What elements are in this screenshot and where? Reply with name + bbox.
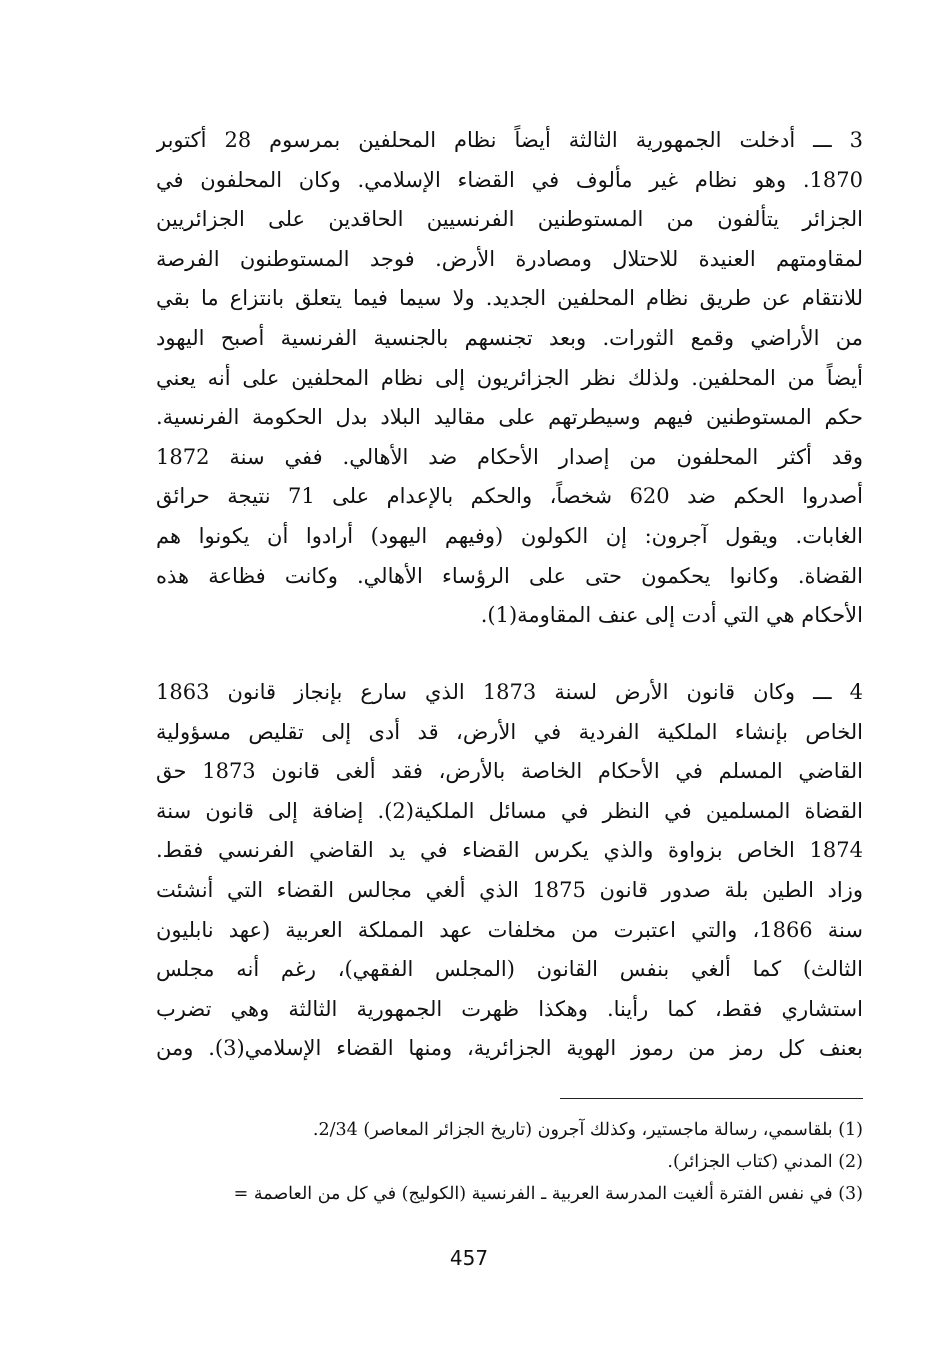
text-line: حكم المستوطنين فيهم وسيطرتهم على مقاليد البلاد بدل الحكومة الفرنسية. — [156, 405, 863, 430]
text-line: القضاة المسلمين في النظر في مسائل الملكية(2). إضافة إلى قانون سنة — [156, 798, 863, 823]
footnote-divider — [560, 1098, 863, 1099]
footnotes — [140, 1114, 863, 1210]
text-line: أصدروا الحكم ضد 620 شخصاً، والحكم بالإعدام على 71 نتيجة حرائق — [156, 484, 863, 509]
text-line: الخاص بإنشاء الملكية الفردية في الأرض، قد أدى إلى تقليص مسؤولية — [156, 719, 863, 744]
paragraph-3-jury-system — [156, 121, 863, 636]
text-line: بعنف كل رمز من رموز الهوية الجزائرية، ومنها القضاء الإسلامي(3). ومن — [156, 1036, 863, 1061]
text-line: من الأراضي وقمع الثورات. وبعد تجنسهم بالجنسية الفرنسية أصبح اليهود — [156, 325, 863, 350]
footnote-1: (1) بلقاسمي، رسالة ماجستير، وكذلك آجرون (تاريخ الجزائر المعاصر) 2/34. — [312, 1120, 863, 1140]
page-number: 457 — [449, 1246, 489, 1270]
footnote-3: (3) في نفس الفترة ألغيت المدرسة العربية ـ الفرنسية (الكوليج) في كل من العاصمة = — [233, 1184, 863, 1204]
text-line: 1874 الخاص بزواوة والذي يكرس القضاء في يد القاضي الفرنسي فقط. — [156, 838, 863, 863]
text-line: 4 ـــ وكان قانون الأرض لسنة 1873 الذي سارع بإنجاز قانون 1863 — [156, 680, 863, 704]
text-line: 3 ـــ أدخلت الجمهورية الثالثة أيضاً نظام المحلفين بمرسوم 28 أكتوبر — [156, 128, 863, 152]
text-line: 1870. وهو نظام غير مألوف في القضاء الإسلامي. وكان المحلفون في — [156, 167, 863, 192]
text-line: القاضي المسلم في الأحكام الخاصة بالأرض، فقد ألغى قانون 1873 حق — [156, 759, 863, 784]
footnote-2: (2) المدني (كتاب الجزائر). — [667, 1152, 863, 1172]
text-line: الجزائر يتألفون من المستوطنين الفرنسيين الحاقدين على الجزائريين — [156, 207, 863, 232]
text-line: سنة 1866، والتي اعتبرت من مخلفات عهد المملكة العربية (عهد نابليون — [156, 917, 863, 942]
text-line: الأحكام هي التي أدت إلى عنف المقاومة(1). — [480, 603, 863, 628]
text-line: لمقاومتهم العنيدة للاحتلال ومصادرة الأرض. فوجد المستوطنون الفرصة — [156, 246, 863, 271]
text-line: الثالث) كما ألغي بنفس القانون (المجلس الفقهي)، رغم أنه مجلس — [156, 957, 863, 982]
text-line: وزاد الطين بلة صدور قانون 1875 الذي ألغي مجالس القضاء التي أنشئت — [156, 877, 863, 902]
text-line: استشاري فقط، كما رأينا. وهكذا ظهرت الجمهورية الثالثة وهي تضرب — [156, 996, 863, 1021]
text-line: أيضاً من المحلفين. ولذلك نظر الجزائريون إلى نظام المحلفين على أنه يعني — [156, 365, 863, 390]
text-line: القضاة. وكانوا يحكمون حتى على الرؤساء الأهالي. وكانت فظاعة هذه — [156, 563, 863, 588]
text-line: الغابات. ويقول آجرون: إن الكولون (وفيهم اليهود) أرادوا أن يكونوا هم — [156, 523, 863, 548]
text-line: للانتقام عن طريق نظام المحلفين الجديد. ولا سيما فيما يتعلق بانتزاع ما بقي — [156, 286, 863, 311]
paragraph-4-land-law — [156, 673, 863, 1069]
text-line: وقد أكثر المحلفون من إصدار الأحكام ضد الأهالي. ففي سنة 1872 — [156, 444, 863, 469]
